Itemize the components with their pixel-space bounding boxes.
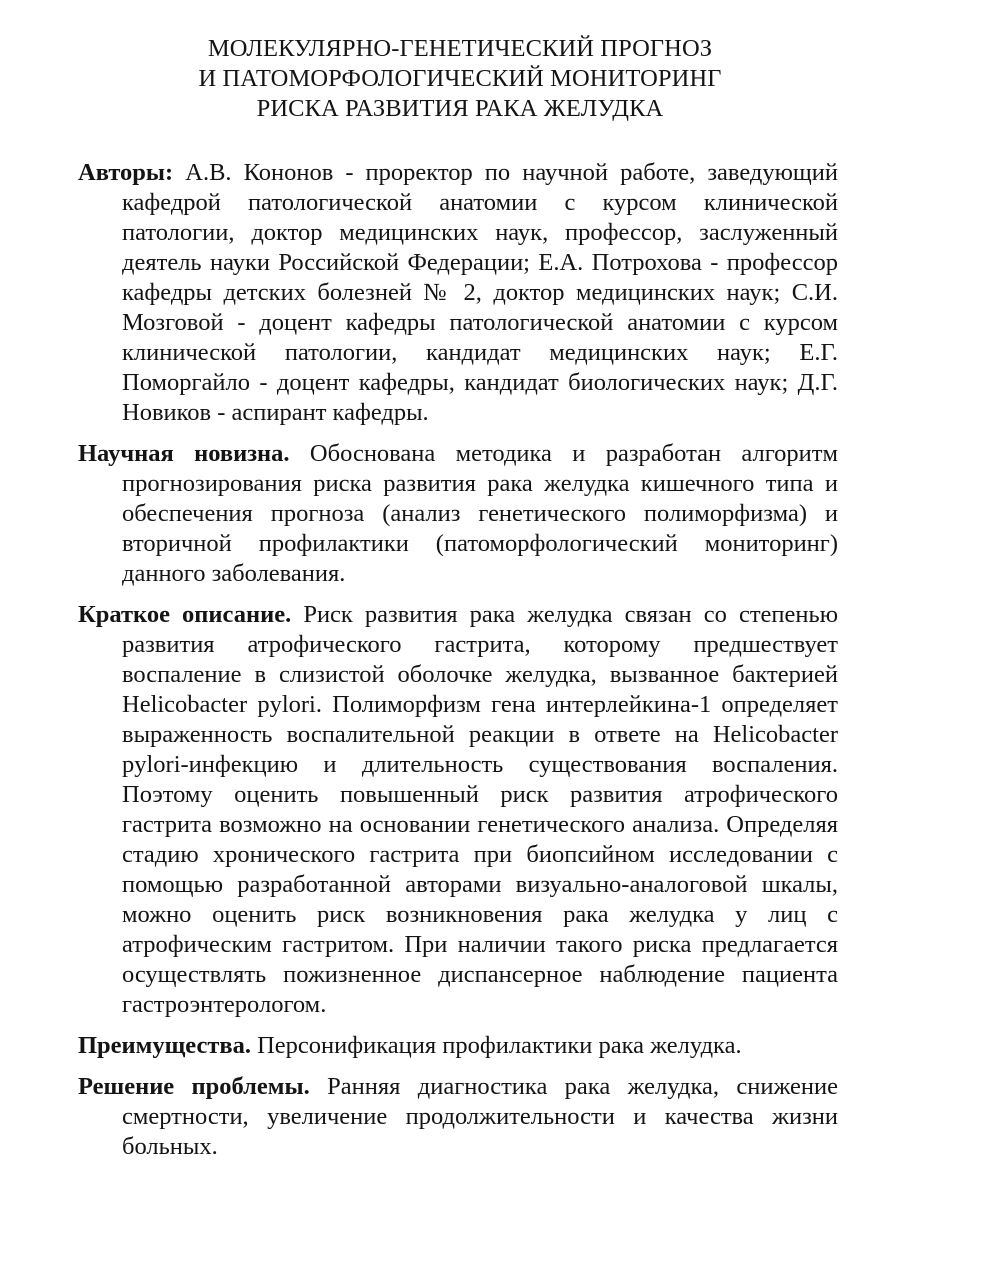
- section-description-text: Риск развития рака желудка связан со степенью развития атрофического гастрита, которому предшествует воспаление в слизистой оболочке желудка, вызванное бактерией Helicobacter pylori. Полиморфизм гена интерлейкина-1 определяет выраженность воспалительной реакции в ответе на Helicobacter pylori-инфекцию и длительность существования воспаления. Поэтому оценить повышенный риск развития атрофического гастрита возможно на основании генетического анализа. Определяя стадию хронического гастрита при биопсийном исследовании с помощью разработанной авторами визуально-аналоговой шкалы, можно оценить риск возникновения рака желудка у лиц с атрофическим гастритом. При наличии такого риска предлагается осуществлять пожизненное диспансерное наблюдение пациента гастроэнтерологом.: [122, 601, 839, 1018]
- title-line-2: И ПАТОМОРФОЛОГИЧЕСКИЙ МОНИТОРИНГ: [198, 65, 722, 92]
- section-solution-label: Решение проблемы.: [78, 1073, 310, 1100]
- document-title: [150, 34, 770, 124]
- title-line-3: РИСКА РАЗВИТИЯ РАКА ЖЕЛУДКА: [256, 95, 664, 122]
- section-novelty-text: Обоснована методика и разработан алгоритм прогнозирования риска развития рака желудка кишечного типа и обеспечения прогноза (анализ генетического полиморфизма) и вторичной профилактики (патоморфологический мониторинг) данного заболевания.: [122, 440, 838, 587]
- section-advantages: [78, 1031, 838, 1061]
- section-description-label: Краткое описание.: [78, 601, 292, 628]
- title-line-1: МОЛЕКУЛЯРНО-ГЕНЕТИЧЕСКИЙ ПРОГНОЗ: [207, 35, 713, 62]
- document-body: [78, 158, 838, 1162]
- section-authors-text: А.В. Кононов - проректор по научной работе, заведующий кафедрой патологической анатомии с курсом клинической патологии, доктор медицинских наук, профессор, заслуженный деятель науки Российской Федерации; Е.А. Потрохова - профессор кафедры детских болезней № 2, доктор медицинских наук; С.И. Мозговой - доцент кафедры патологической анатомии с курсом клинической патологии, кандидат медицинских наук; Е.Г. Поморгайло - доцент кафедры, кандидат биологических наук; Д.Г. Новиков - аспирант кафедры.: [122, 159, 838, 426]
- section-novelty: [78, 439, 838, 589]
- section-description: [78, 600, 838, 1020]
- section-advantages-text: Персонификация профилактики рака желудка.: [257, 1032, 742, 1059]
- section-advantages-label: Преимущества.: [78, 1032, 251, 1059]
- section-solution: [78, 1072, 838, 1162]
- section-solution-text: Ранняя диагностика рака желудка, снижение смертности, увеличение продолжительности и качества жизни больных.: [122, 1073, 839, 1160]
- section-novelty-label: Научная новизна.: [78, 440, 290, 467]
- section-authors-label: Авторы:: [78, 159, 174, 186]
- section-authors: [78, 158, 838, 428]
